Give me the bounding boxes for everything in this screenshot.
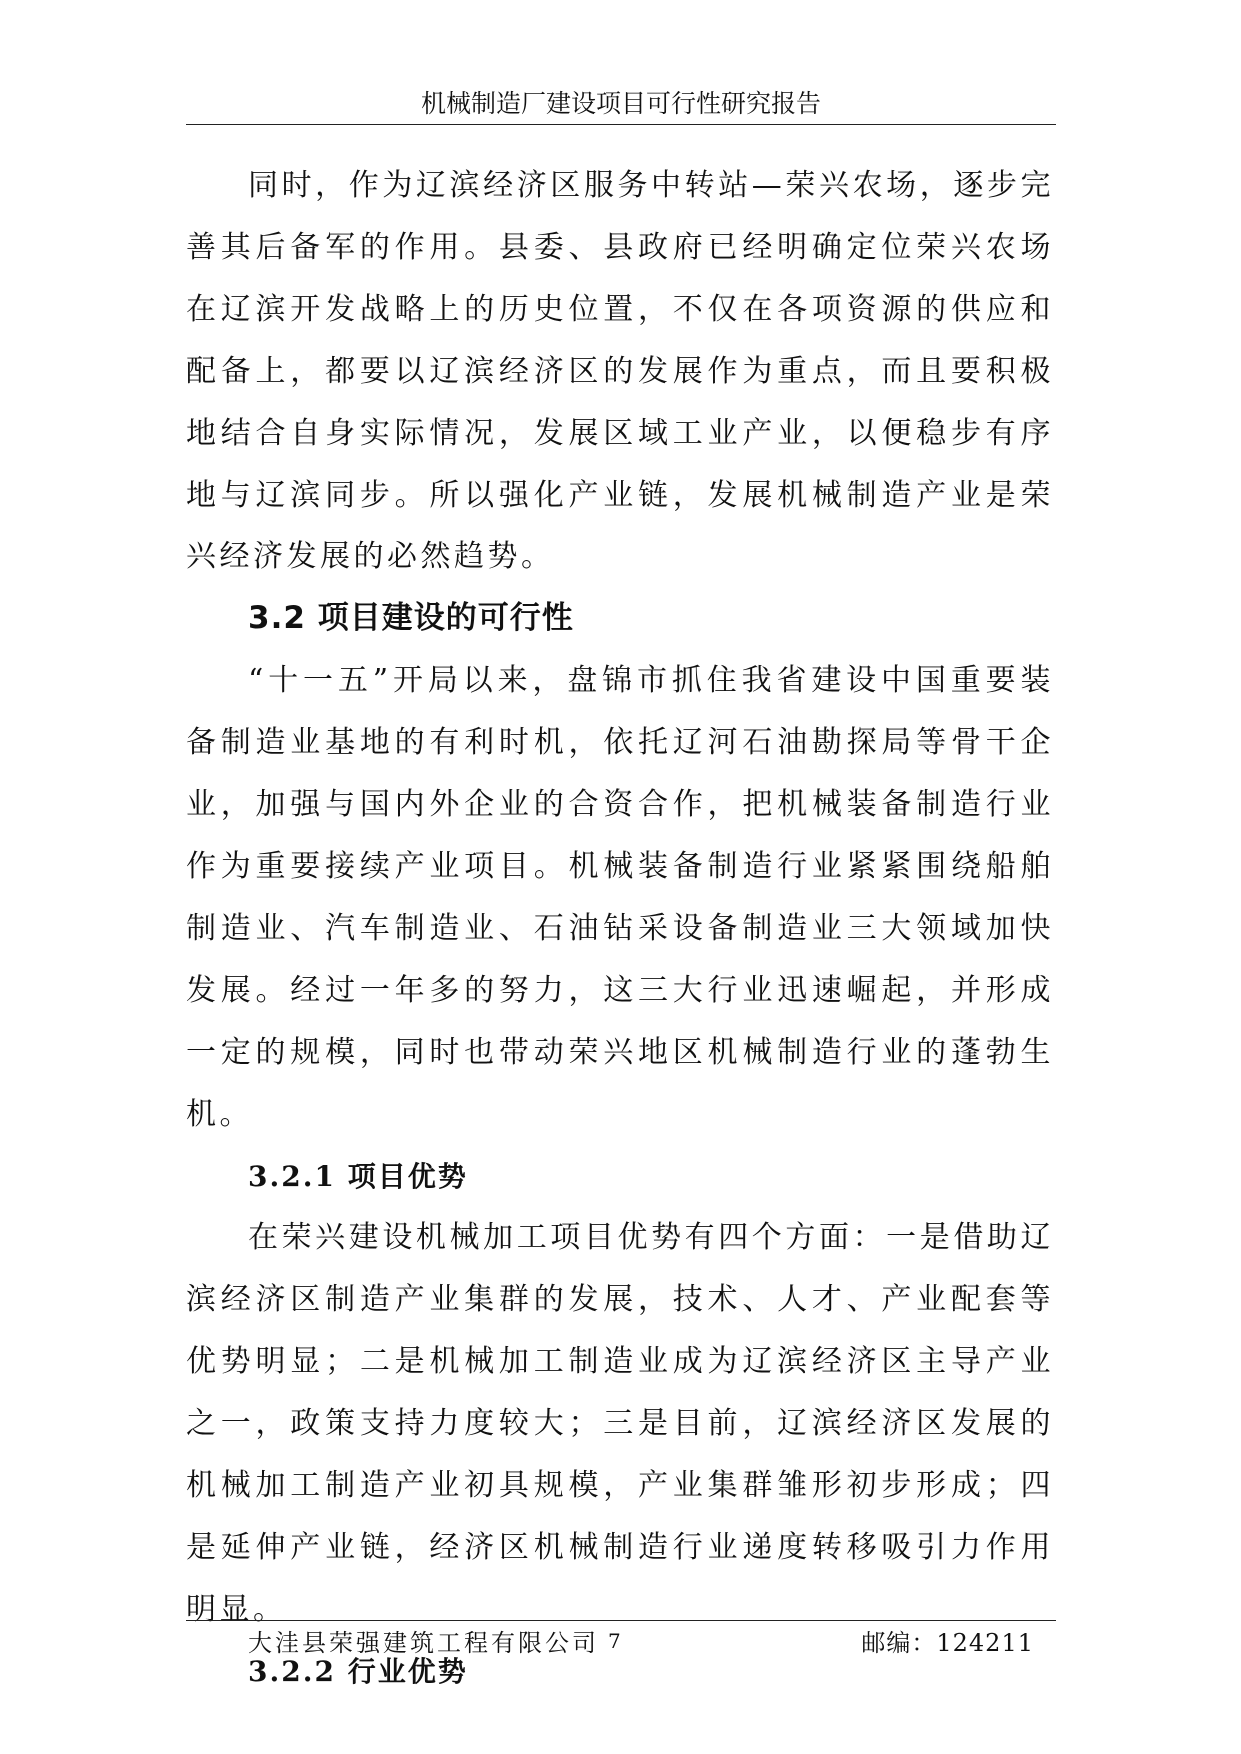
footer-company-name: 大洼县荣强建筑工程有限公司 <box>248 1629 599 1657</box>
section-heading-3-2: 3.2 项目建设的可行性 <box>248 600 574 637</box>
paragraph-project-advantages: 在荣兴建设机械加工项目优势有四个方面：一是借助辽滨经济区制造产业集群的发展，技术、人才、产业配套等优势明显；二是机械加工制造业成为辽滨经济区主导产业之一，政策支持力度较大；三是目前，辽滨经济区发展的机械加工制造产业初具规模，产业集群雏形初步形成；四是延伸产业链，经济区机械制造行业递度转移吸引力作用明显。 <box>186 1220 1054 1627</box>
subsection-heading-3-2-1: 3.2.1 项目优势 <box>248 1159 468 1193</box>
page-header-title: 机械制造厂建设项目可行性研究报告 <box>420 89 821 118</box>
subsection-heading-3-2-2: 3.2.2 行业优势 <box>248 1654 468 1688</box>
paragraph-intro: 同时，作为辽滨经济区服务中转站—荣兴农场，逐步完善其后备军的作用。县委、县政府已经明确定位荣兴农场在辽滨开发战略上的历史位置，不仅在各项资源的供应和配备上，都要以辽滨经济区的发展作为重点，而且要积极地结合自身实际情况，发展区域工业产业，以便稳步有序地与辽滨同步。所以强化产业链，发展机械制造产业是荣兴经济发展的必然趋势。 <box>186 168 1054 575</box>
page-footer <box>186 1627 1056 1667</box>
footer-divider <box>186 1620 1056 1621</box>
paragraph-feasibility: “十一五”开局以来，盘锦市抓住我省建设中国重要装备制造业基地的有利时机，依托辽河石油勘探局等骨干企业，加强与国内外企业的合资合作，把机械装备制造行业作为重要接续产业项目。机械装备制造行业紧紧围绕船舶制造业、汽车制造业、石油钻采设备制造业三大领域加快发展。经过一年多的努力，这三大行业迅速崛起，并形成一定的规模，同时也带动荣兴地区机械制造行业的蓬勃生机。 <box>186 663 1054 1132</box>
document-body <box>186 155 1054 1703</box>
footer-page-number: 7 <box>608 1629 621 1653</box>
footer-postcode: 邮编：124211 <box>861 1629 1034 1657</box>
header-divider <box>186 124 1056 125</box>
